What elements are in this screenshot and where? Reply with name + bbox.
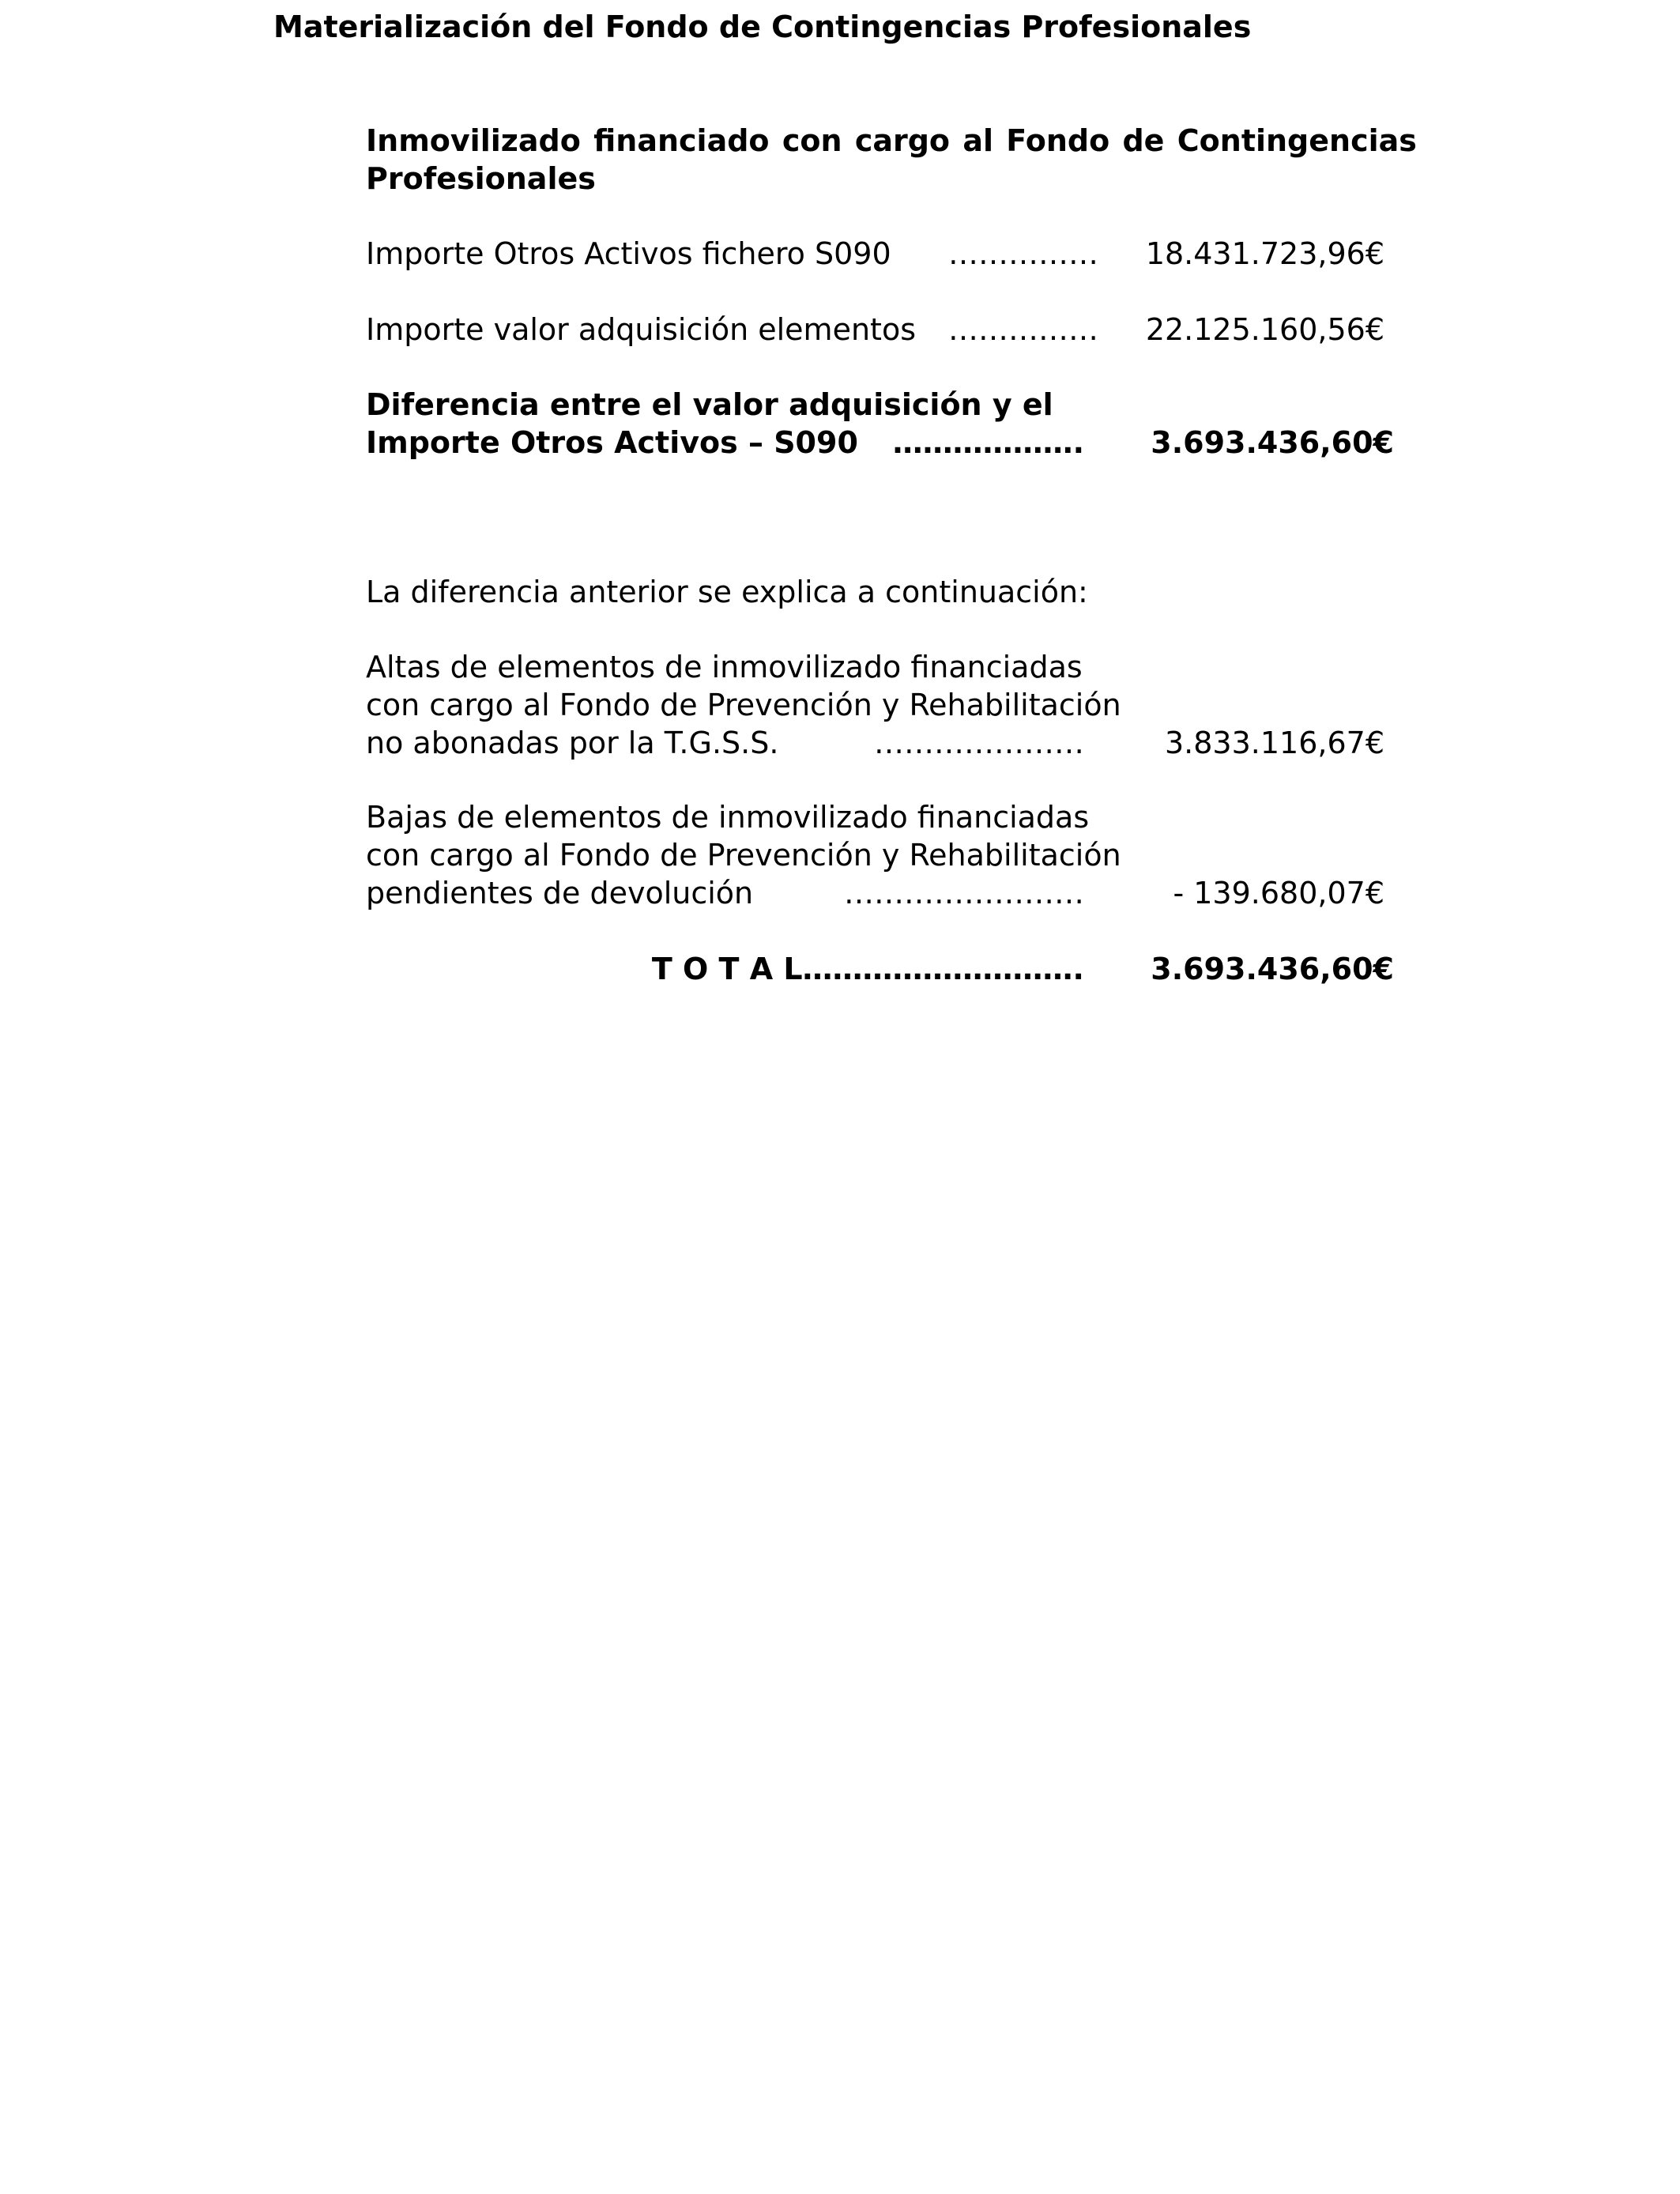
altas-line2: con cargo al Fondo de Prevención y Rehabilitación [366, 688, 1121, 722]
valor-adquisicion-label: Importe valor adquisición elementos [366, 312, 916, 347]
bajas-amount: - 139.680,07€ [1173, 876, 1384, 910]
valor-adquisicion-dots: …………… [948, 312, 1098, 347]
altas-line1: Altas de elementos de inmovilizado financiadas [366, 650, 1083, 684]
heading-word: Inmovilizado [366, 123, 581, 158]
heading-word: financiado [593, 123, 770, 158]
bajas-line1: Bajas de elementos de inmovilizado financiadas [366, 800, 1090, 835]
heading-word: al [962, 123, 993, 158]
heading-word: Contingencias [1177, 123, 1417, 158]
diferencia-amount: 3.693.436,60€ [1151, 425, 1394, 460]
page-title: Materialización del Fondo de Contingencias Profesionales [273, 9, 1252, 44]
otros-activos-dots: …………… [948, 236, 1098, 271]
bajas-line3: pendientes de devolución [366, 876, 754, 910]
altas-dots: ………………… [874, 726, 1084, 760]
bajas-dots: …………………… [844, 876, 1084, 910]
bajas-line2: con cargo al Fondo de Prevención y Rehabilitación [366, 838, 1121, 873]
diferencia-dots: ………………. [892, 425, 1084, 460]
diferencia-label-line1: Diferencia entre el valor adquisición y el [366, 387, 1053, 422]
diferencia-label-line2: Importe Otros Activos – S090 [366, 425, 858, 460]
valor-adquisicion-amount: 22.125.160,56€ [1145, 312, 1384, 347]
total-amount: 3.693.436,60€ [1151, 952, 1394, 986]
otros-activos-label: Importe Otros Activos fichero S090 [366, 236, 891, 271]
otros-activos-amount: 18.431.723,96€ [1145, 236, 1384, 271]
heading-word: Fondo [1006, 123, 1110, 158]
explanation-intro: La diferencia anterior se explica a continuación: [366, 575, 1088, 609]
section-heading-line1 [366, 122, 1417, 160]
section-heading-line2: Profesionales [366, 161, 596, 196]
heading-word: cargo [854, 123, 951, 158]
total-label: T O T A L………………………. [651, 952, 1084, 986]
altas-amount: 3.833.116,67€ [1164, 726, 1384, 760]
heading-word: de [1122, 123, 1165, 158]
heading-word: con [782, 123, 842, 158]
section-heading [366, 122, 1417, 198]
altas-line3: no abonadas por la T.G.S.S. [366, 726, 779, 760]
